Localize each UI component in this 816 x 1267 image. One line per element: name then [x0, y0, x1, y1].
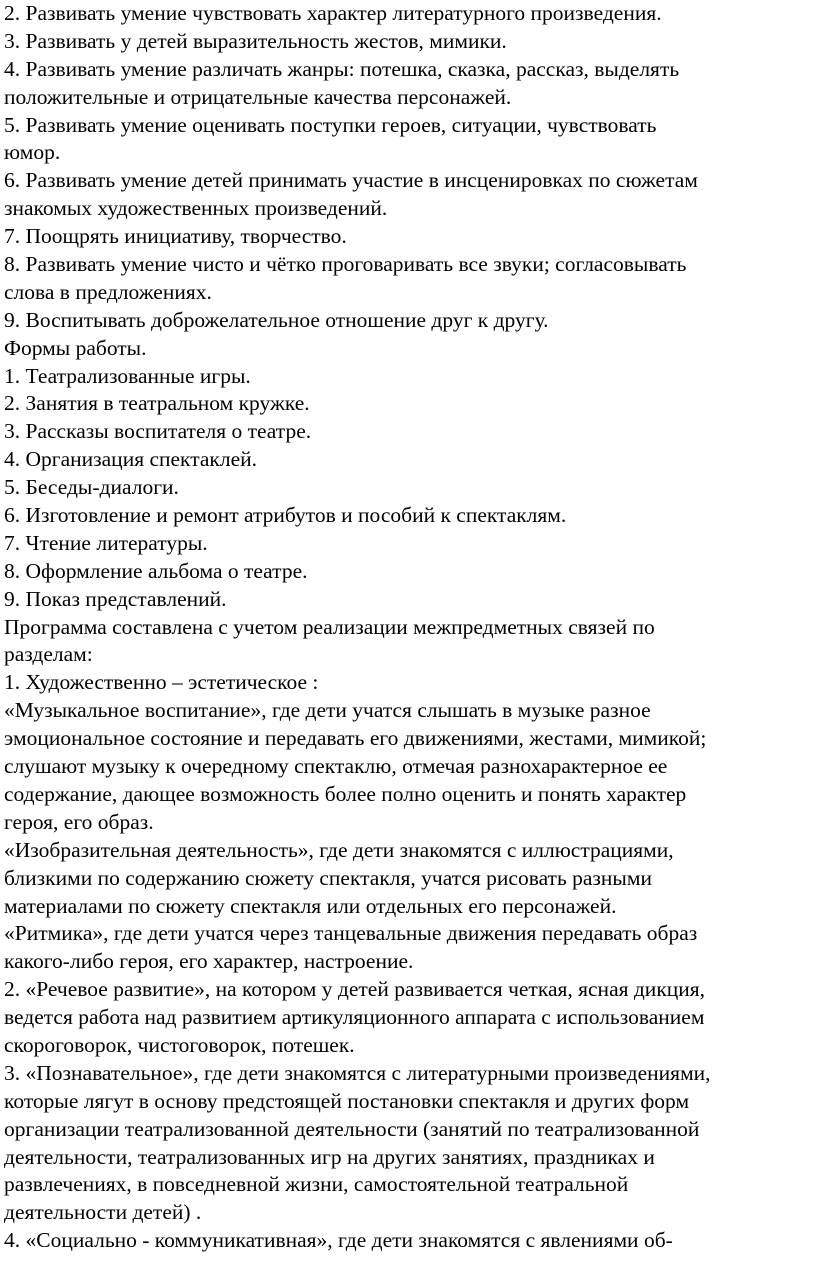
text-line: 3. «Познавательное», где дети знакомятся с литературными произведениями, — [4, 1060, 711, 1085]
text-line: материалами по сюжету спектакля или отдельных его персонажей. — [4, 893, 617, 918]
text-line: 3. Рассказы воспитателя о театре. — [4, 419, 312, 444]
text-line: 5. Беседы-диалоги. — [4, 475, 179, 500]
text-line: 3. Развивать у детей выразительность жестов, мимики. — [4, 28, 507, 53]
text-line: героя, его образ. — [4, 809, 154, 834]
text-line: содержание, дающее возможность более полно оценить и понять характер — [4, 781, 687, 806]
text-line: «Музыкальное воспитание», где дети учатся слышать в музыке разное — [4, 698, 651, 723]
text-line: эмоциональное состояние и передавать его движениями, жестами, мимикой; — [4, 726, 707, 751]
text-line: организации театрализованной деятельности (занятий по театрализованной — [4, 1116, 700, 1141]
text-line: 4. «Социально - коммуникативная», где дети знакомятся с явлениями об- — [4, 1228, 673, 1253]
text-line: «Ритмика», где дети учатся через танцевальные движения передавать образ — [4, 921, 698, 946]
text-line: 1. Художественно – эстетическое : — [4, 670, 319, 695]
text-line: 6. Изготовление и ремонт атрибутов и пособий к спектаклям. — [4, 503, 567, 528]
document-page — [4, 0, 814, 1255]
text-line: деятельности детей) . — [4, 1200, 202, 1225]
text-line: 9. Показ представлений. — [4, 586, 227, 611]
text-line: близкими по содержанию сюжету спектакля, учатся рисовать разными — [4, 865, 652, 890]
text-line: 2. «Речевое развитие», на котором у детей развивается четкая, ясная дикция, — [4, 977, 706, 1002]
text-line: положительные и отрицательные качества персонажей. — [4, 84, 512, 109]
text-line: деятельности, театрализованных игр на других занятиях, праздниках и — [4, 1144, 655, 1169]
text-line: развлечениях, в повседневной жизни, самостоятельной театральной — [4, 1172, 629, 1197]
text-line: 7. Поощрять инициативу, творчество. — [4, 224, 347, 249]
text-line: скороговорок, чистоговорок, потешек. — [4, 1032, 355, 1057]
text-line: Программа составлена с учетом реализации межпредметных связей по — [4, 614, 655, 639]
text-line: слова в предложениях. — [4, 279, 212, 304]
text-line: 8. Оформление альбома о театре. — [4, 558, 308, 583]
text-line: которые лягут в основу предстоящей постановки спектакля и других форм — [4, 1088, 690, 1113]
text-line: 2. Занятия в театральном кружке. — [4, 391, 310, 416]
text-line: 9. Воспитывать доброжелательное отношение друг к другу. — [4, 307, 549, 332]
text-line: 4. Организация спектаклей. — [4, 447, 258, 472]
text-line: 2. Развивать умение чувствовать характер литературного произведения. — [4, 1, 662, 25]
text-line: «Изобразительная деятельность», где дети знакомятся с иллюстрациями, — [4, 837, 674, 862]
text-line: 4. Развивать умение различать жанры: потешка, сказка, рассказ, выделять — [4, 56, 680, 81]
text-line: 7. Чтение литературы. — [4, 530, 208, 555]
text-line: юмор. — [4, 140, 61, 165]
text-line: знакомых художественных произведений. — [4, 196, 388, 221]
text-line: какого-либо героя, его характер, настроение. — [4, 949, 414, 974]
text-line: 8. Развивать умение чисто и чётко проговаривать все звуки; согласовывать — [4, 252, 687, 277]
text-line: 5. Развивать умение оценивать поступки героев, ситуации, чувствовать — [4, 112, 657, 137]
text-line: 6. Развивать умение детей принимать участие в инсценировках по сюжетам — [4, 168, 698, 193]
text-line: слушают музыку к очередному спектаклю, отмечая разнохарактерное ее — [4, 754, 668, 779]
text-line: ведется работа над развитием артикуляционного аппарата с использованием — [4, 1005, 705, 1030]
section-heading: Формы работы. — [4, 335, 147, 360]
text-line: разделам: — [4, 642, 93, 667]
text-line: 1. Театрализованные игры. — [4, 363, 251, 388]
